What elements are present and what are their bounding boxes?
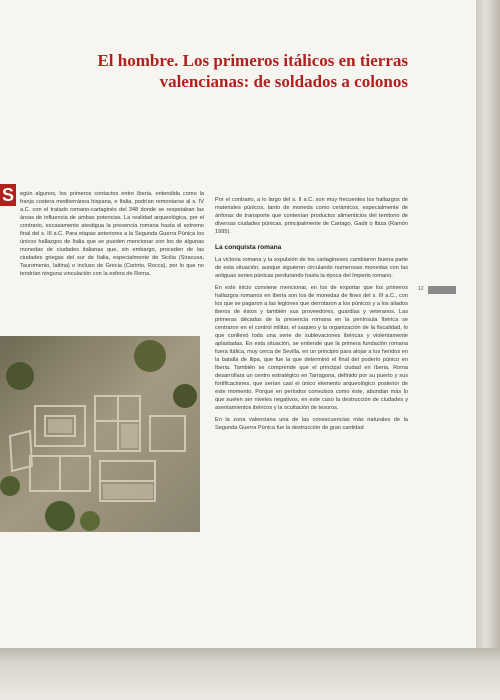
- excavation-site-image: [0, 336, 200, 532]
- right-paragraph-1: La victoria romana y la expulsión de los cartagineses cambiaron buena parte de esta situación, aunque siguieron circulando numerosas monedas con las antiguas series púnicas perdurando hasta la época del Imperio romano.: [215, 257, 408, 279]
- right-column: [215, 196, 408, 436]
- page-tab-bar: [428, 286, 456, 294]
- aerial-excavation-photo: [0, 336, 200, 532]
- page-shadow: [0, 648, 500, 700]
- right-paragraph-3: En la zona valenciana una de las consecuencias más naturales de la Segunda Guerra Púnica fue la destrucción de gran cantidad: [215, 417, 408, 431]
- left-column: [20, 190, 204, 282]
- section-heading: La conquista romana: [215, 244, 282, 251]
- page-edge: [476, 0, 500, 650]
- right-paragraph-2: En este inicio conviene mencionar, en los de exportar que los primeros hallazgos romanos en Iberia son los de monedas de fines del s. III a.C., con los que se pagaron a las legiones que derrotaron a los púnicos y a los aliados iberos de éstos y también sus proveedores, guardias y veteranos. Las primeras décadas de la presencia romana en la península Ibérica se centraron en el control militar, el saqueo y la organización de la fiscalidad, lo que conllevó toda una serie de sublevaciones ibéricas y violentamente aplastadas. En esta situación, se entiende que la primera fundación romana fuera Itálica, muy cerca de Sevilla, en un principio para alojar a los heridos en la batalla de Ilipa, que fue la que determinó el final del poderío púnico en Iberia. También se comprende que el principal ciudad en Iberia, Roma desarrollara un centro estratégico en Tarragona, definido por su puerto y sus fortificaciones, que serían casi el único elemento arqueológico posterior de este momento. Porque en períodos convulsos como éste, abundan más lo que suelen ser niveles negativos, en este caso la destrucción de ciudades y asentamientos ibéricos y la ocultación de tesoros.: [215, 285, 408, 411]
- page-number: 12: [418, 286, 424, 292]
- right-intro: Por el contrario, a lo largo del s. II a.C. son muy frecuentes los hallazgos de materiales púnicos, tanto de moneda como cerámicos, especialmente de ánforas de transporte que contenían productos alimenticios del territorio de diversas ciudades púnicas, principalmente de Cartago, Gadir o Ibiza (Ramón 1995).: [215, 197, 408, 235]
- drop-cap: S: [1, 185, 14, 205]
- page-title: El hombre. Los primeros itálicos en tierras valencianas: de soldados a colonos: [97, 51, 408, 91]
- left-column-text: egún algunos, los primeros contactos entre Iberia, entendida como la franja costera mediterránea hispana, e Italia, podrían remontarse al s. IV a.C. con el tratado romano-cartaginés del 348 donde se respetaban las áreas de influencia de ambas potencias. La realidad arqueológica, por el contrario, escasamente atestigua la presencia romana hasta el extremo final del s. III a.C. Para etapas anteriores a la Segunda Guerra Púnica los únicos hallazgos de Italia que se pueden mencionar son los de algunas monedas de ciudades italianas que, sin embargo, proceden de las ciudades griegas del sur de Italia, especialmente de Sicilia (Siracusa, Tauromenio, Iaitina) o incluso de Grecia (Corinto, Rocca), por lo que no tendrían ninguna vinculación con la esfera de Roma.: [20, 191, 204, 277]
